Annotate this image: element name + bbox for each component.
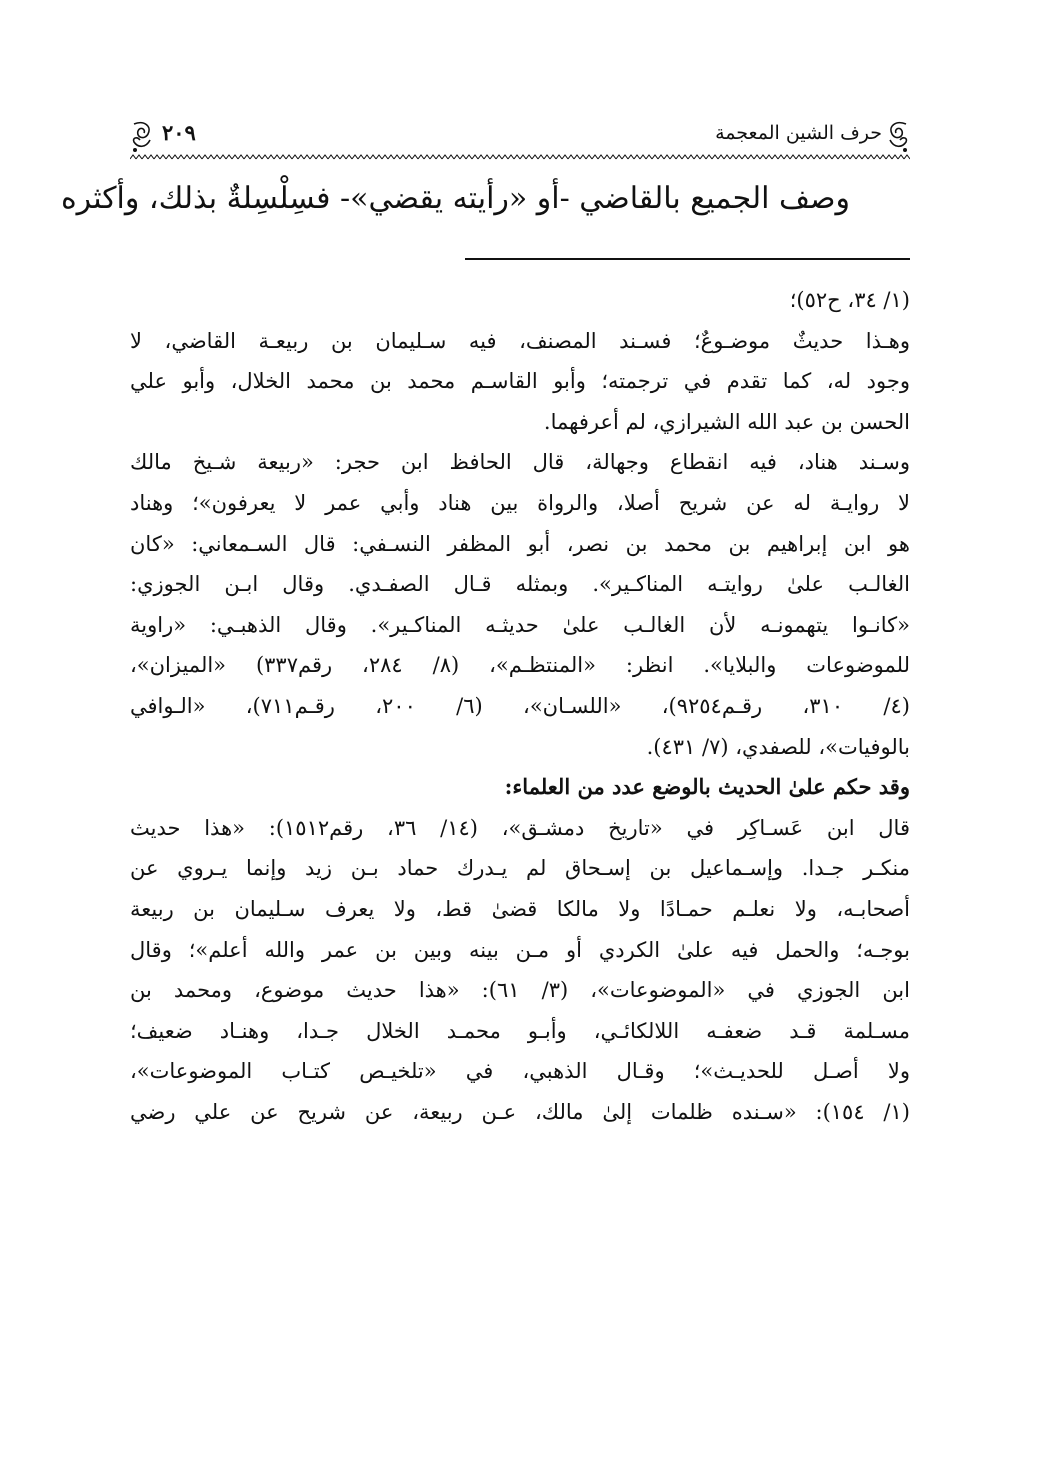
- footnote-line: ابن الجوزي في «الموضوعات»، (٣/ ٦١): «هذا حديث موضوع، ومحمد بن: [130, 978, 910, 1003]
- footnote-line: مسـلمة قـد ضعفـه اللالكائـي، وأبـو محمـد الخلال جـدا، وهنـاد ضعيف؛: [130, 1018, 910, 1043]
- chapter-title: حرف الشين المعجمة: [715, 122, 882, 144]
- footnote-line: وسـند هناد، فيه انقطاع وجهالة، قال الحافظ ابن حجر: «ربيعة شـيخ مالك: [130, 450, 910, 475]
- footnote-line: وجود له، كما تقدم في ترجمته؛ وأبو القاسـم محمد بن محمد الخلال، وأبو علي: [130, 369, 910, 394]
- footnote-line: للموضوعات والبلايا». انظر: «المنتظـم»، (٨/ ٢٨٤، رقم٣٣٧) «الميزان»،: [130, 653, 910, 678]
- footnote-line: بالوفيات»، للصفدي، (٧/ ٤٣١).: [646, 734, 910, 759]
- footnote-line: بوجـه؛ والحمل فيه علىٰ الكردي أو مـن بينه وبين بن عمر والله أعلم»؛ وقال: [130, 937, 910, 962]
- footnote-line: لا روايـة له عن شريح أصلا، والرواة بين هناد وأبي عمر لا يعرفون»؛ وهناد: [130, 490, 910, 515]
- footnote-line: الحسن بن عبد الله الشيرازي، لم أعرفهما.: [543, 409, 910, 434]
- footnote-line: هو ابن إبراهيم بن محمد بن نصر، أبو المظفر النسـفي: قال السـمعاني: «كان: [130, 531, 910, 556]
- footnote-line: ولا أصـل للحديـث»؛ وقـال الذهبي، في «تلخيـص كتـاب الموضوعات»،: [130, 1059, 910, 1084]
- main-text: وصف الجميع بالقاضي -أو «رأيته يقضي»- فسِلْسِلةٌ بذلك، وأكثره: [60, 181, 850, 216]
- ornament-icon: [130, 118, 160, 158]
- footnote-line: منكـر جـدا. وإسـماعيل بن إسـحاق لم يـدرك حماد بـن زيد وإنما يـروي عن: [130, 856, 910, 881]
- footnote-block: [130, 280, 910, 1132]
- footnote-line: قال ابن عَسـاكِر في «تاريخ دمشـق»، (١٤/ ٣٦، رقم١٥١٢): «هذا حديث: [130, 815, 910, 840]
- footnote-line: (١/ ١٥٤): «سـنده ظلمات إلىٰ مالك، عـن ربيعة، عن شريح عن علي رضي: [130, 1099, 910, 1124]
- page-number: ٢٠٩: [162, 120, 196, 145]
- header-rule: [130, 154, 910, 160]
- footnote-line: «كانـوا يتهمونـه لأن الغالـب علىٰ حديثـه المناكـير». وقال الذهبـي: «راوية: [130, 612, 910, 637]
- footnote-line: أصحابـه، ولا نعلـم حمـادًا ولا مالكا قضىٰ قط، ولا يعرف سـليمان بن ربيعة: [130, 896, 910, 921]
- footnote-line: (١/ ٣٤، ح٥٢)؛: [789, 288, 910, 312]
- running-header: [130, 118, 910, 158]
- ornament-icon: [884, 118, 910, 158]
- footnote-line: الغالـب علىٰ روايتـه المناكـير». وبمثله قـال الصفـدي. وقال ابـن الجوزي:: [130, 572, 910, 597]
- footnote-subheading: وقد حكم علىٰ الحديث بالوضع عدد من العلماء:: [504, 774, 910, 800]
- footnote-line: (٤/ ٣١٠، رقـم٩٢٥٤)، «اللسـان»، (٦/ ٢٠٠، رقـم٧١١)، «الـوافي: [130, 693, 910, 718]
- footnote-line: وهـذا حديثٌ موضـوعٌ؛ فسـند المصنف، فيه سـليمان بن ربيعـة القاضي، لا: [130, 328, 910, 353]
- footnote-separator: [465, 258, 910, 260]
